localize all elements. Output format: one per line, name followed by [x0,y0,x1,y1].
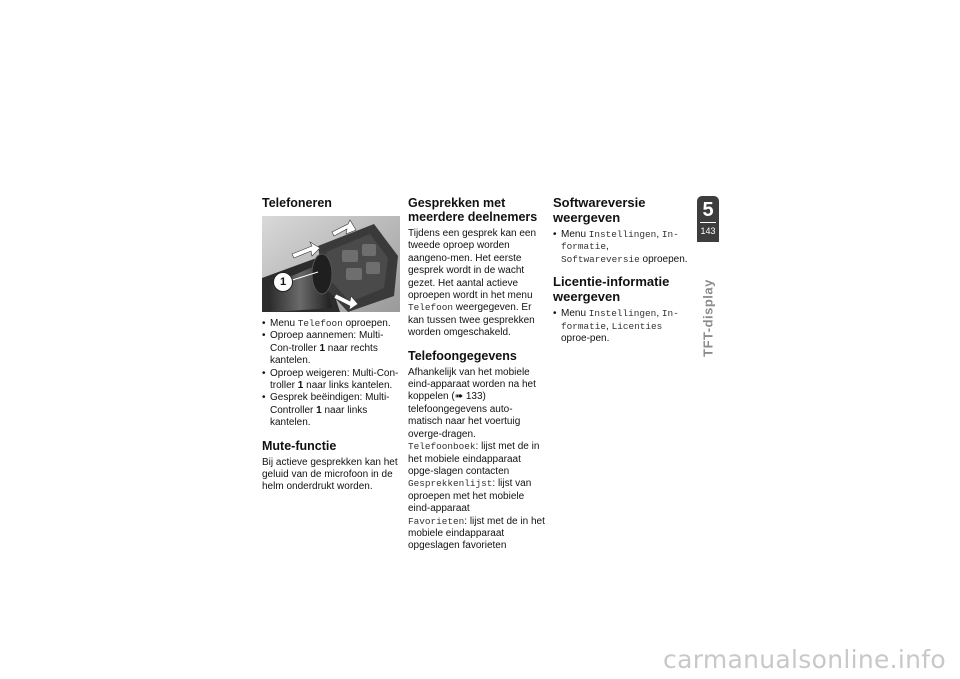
list-item: • Menu Instellingen, In-formatie, Softwareversie oproepen. [553,229,690,266]
callout-1: 1 [273,272,293,292]
heading-telefoongegevens: Telefoongegevens [408,348,517,363]
list-item: • Menu Telefoon oproepen. [262,318,400,330]
def-gesprekkenlijst: Gesprekkenlijst: lijst van oproepen met het mobiele eind-apparaat [408,478,532,515]
column-telefoneren [262,196,400,494]
list-item: • Oproep weigeren: Multi-Con-troller 1 naar links kantelen. [262,368,400,393]
telefoongegevens-text: Afhankelijk van het mobiele eind-apparaat worden na het koppelen (➠ 133) telefoongegevens auto-matisch naar het voertuig overge-dragen. [408,366,536,440]
telefoneren-list [262,318,400,430]
heading-licentie: Licentie-informatie weergeven [553,274,670,304]
gesprekken-text: Tijdens een gesprek kan een tweede oproep worden aangeno-men. Het eerste gesprek wordt in de wacht gezet. Het aantal actieve oproepen wordt in het menu Telefoon weergegeven. Er kan tussen twee gesprekken worden omgeschakeld. [408,228,537,339]
list-item: • Gesprek beëindigen: Multi-Controller 1 naar links kantelen. [262,392,400,429]
mute-text: Bij actieve gesprekken kan het geluid van de microfoon in de helm onderdrukt worden. [262,456,398,493]
licentie-list [553,308,690,345]
def-favorieten: Favorieten: lijst met de in het mobiele eindapparaat opgeslagen favorieten [408,515,545,552]
heading-softwareversie: Softwareversie weergeven [553,195,646,225]
column-software [553,196,690,345]
list-item: • Oproep aannemen: Multi-Con-troller 1 naar rechts kantelen. [262,330,400,367]
chapter-number: 5 [702,199,714,221]
heading-gesprekken: Gesprekken met meerdere deelnemers [408,196,538,224]
arrow-icon: ➠ [454,391,464,403]
softwareversie-list [553,229,690,266]
handlebar-controller-photo [262,216,400,312]
watermark: carmanualsonline.info [663,645,946,674]
heading-telefoneren: Telefoneren [262,196,332,210]
def-telefoonboek: Telefoonboek: lijst met de in het mobiele eindapparaat opge-slagen contacten [408,441,540,477]
list-item: • Menu Instellingen, In-formatie, Licenties oproe-pen. [553,308,690,345]
page-number: 143 [700,226,716,236]
column-gesprekken [408,196,546,553]
section-title: TFT-display [700,279,716,357]
heading-mute-functie: Mute-functie [262,438,337,453]
tab-divider [700,222,716,223]
